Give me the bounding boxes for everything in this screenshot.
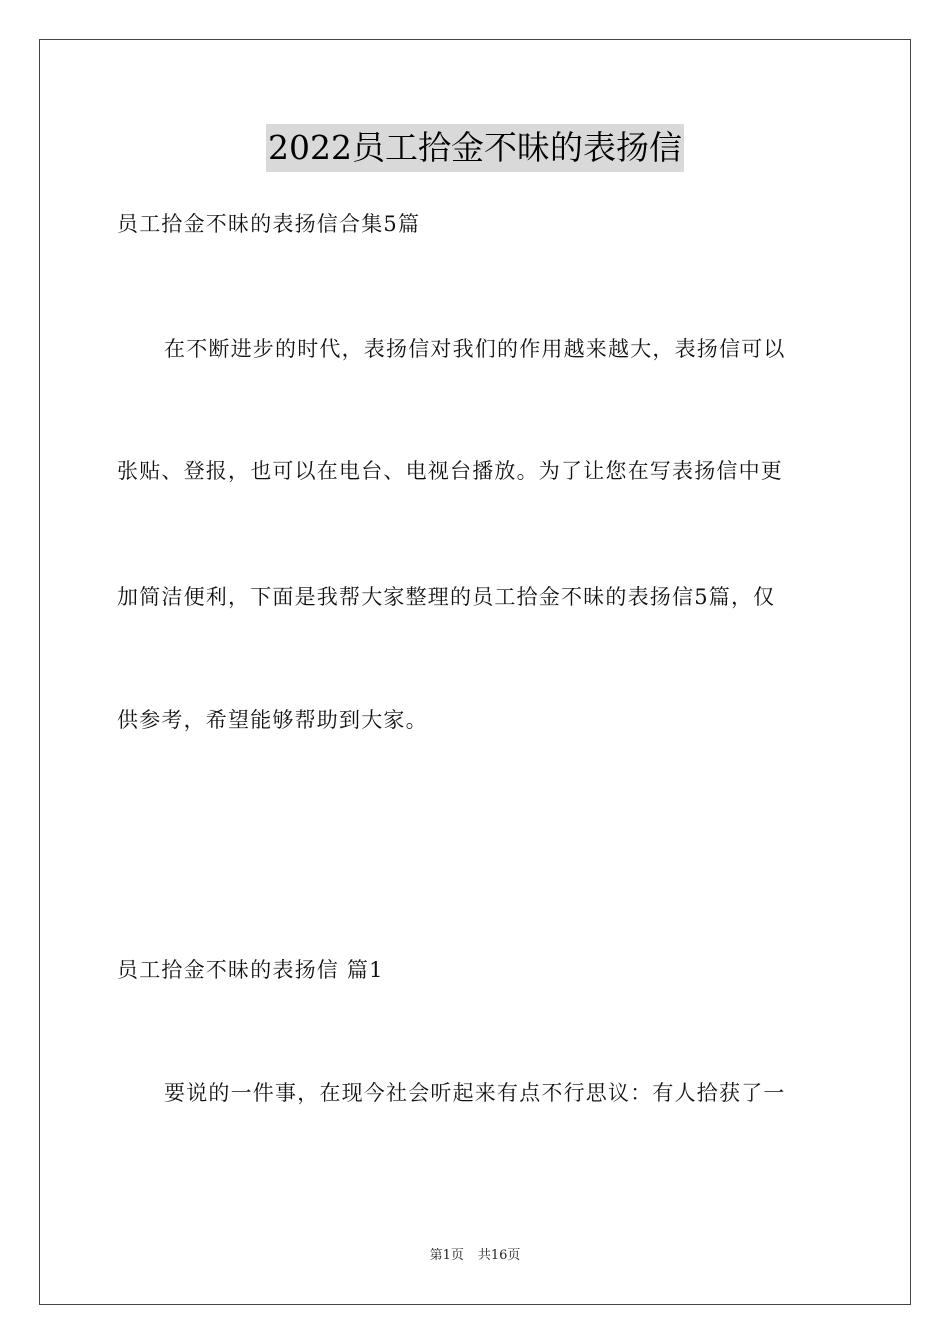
total-pages: 共16页 [477,1248,521,1263]
title-container [0,124,950,172]
intro-line-4: 供参考，希望能够帮助到大家。 [117,708,428,732]
intro-line-1: 在不断进步的时代，表扬信对我们的作用越来越大，表扬信可以 [164,337,786,361]
document-title: 2022员工拾金不昧的表扬信 [266,124,684,172]
intro-line-3: 加简洁便利，下面是我帮大家整理的员工拾金不昧的表扬信5篇，仅 [117,585,776,609]
page-number: 第1页 [429,1248,464,1263]
section-heading: 员工拾金不昧的表扬信 篇1 [117,958,384,982]
intro-line-2: 张贴、登报，也可以在电台、电视台播放。为了让您在写表扬信中更 [117,459,783,483]
section-line-1: 要说的一件事，在现今社会听起来有点不行思议：有人拾获了一 [164,1081,786,1105]
document-subtitle: 员工拾金不昧的表扬信合集5篇 [117,212,421,236]
page-footer [0,1247,950,1265]
